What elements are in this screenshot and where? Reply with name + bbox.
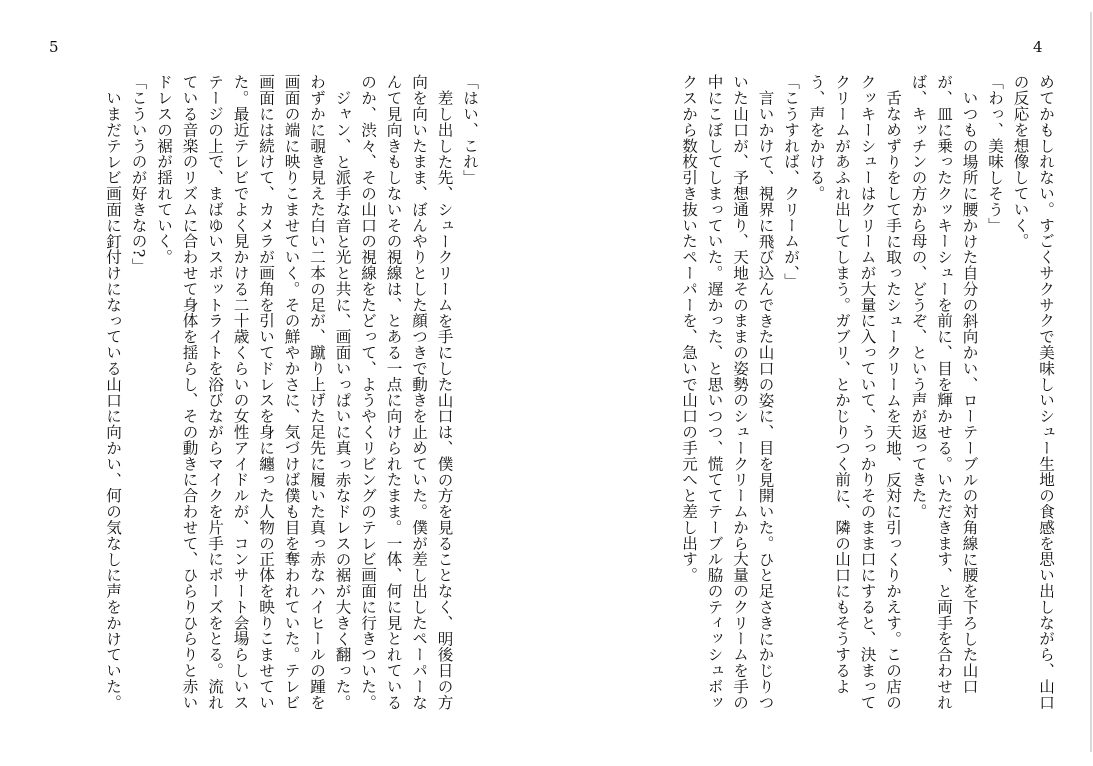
dialogue-paragraph: 「わっ、美味しそう」 (986, 74, 1004, 233)
dialogue-paragraph: 「こうすれば、クリームが、」 (782, 74, 800, 289)
page-number: 4 (1033, 38, 1043, 56)
text-paragraph: 舌なめずりをして手に取ったシュークリームを天地、反対に引っくりかえす。この店のクッキーシューはクリームが大量に入っていて、うっかりそのまま口にすると、決まってクリームがあふれ出してしまう。ガブリ、とかじりつく前に、隣の山口にもそうするよう、声をかける。 (807, 74, 902, 710)
page-number: 5 (49, 38, 59, 56)
page-body-text (64, 74, 482, 714)
page-body-text (628, 74, 1058, 714)
text-paragraph-continued: めてかもしれない。すごくサクサクで美味しいシュー生地の食感を思い出しながら、山口の反応を想像していく。 (1011, 74, 1055, 710)
right-page (546, 0, 1093, 766)
text-paragraph: いつもの場所に腰かけた自分の斜向かい、ローテーブルの対角線に腰を下ろした山口が、皿に乗ったクッキーシューを前に、目を輝かせる。いただきます、と両手を合わせれば、キッチンの方から母の、どうぞ、という声が返ってきた。 (909, 74, 979, 710)
dialogue-paragraph: 「こういうのが好きなの?」 (129, 74, 148, 274)
text-paragraph: いまだテレビ画面に釘付けになっている山口に向かい、何の気なしに声をかけていた。 (104, 89, 122, 710)
dialogue-paragraph: 「はい、これ」 (461, 74, 479, 186)
text-paragraph: ジャン、と派手な音と光と共に、画面いっぱいに真っ赤なドレスの裾が大きく翻った。わずかに覗き見えた白い二本の足が、蹴り上げた足先に履いた真っ赤なハイヒールの踵を画面の端に映りこませていく。その鮮やかさに、気づけば僕も目を奪われていた。テレビ画面には続けて、カメラが画角を引いてドレスを身に纏った人物の正体を映りこませていた。最近テレビでよく見かける二十歳くらいの女性アイドルが、コンサート会場らしいステージの上で、まばゆいスポットライトを浴びながらマイクを片手にポーズをとる。流れている音楽のリズムに合わせて身体を揺らし、その動きに合わせて、ひらりひらりと赤いドレスの裾が揺れていく。 (155, 74, 352, 710)
text-paragraph: 言いかけて、視界に飛び込んできた山口の姿に、目を見開いた。ひと足さきにかじりついた山口が、予想通り、天地そのままの姿勢のシュークリームから大量のクリームを手の中にこぼしてしまっていた。遅かった、と思いつつ、慌ててテーブル脇のティッシュボックスから数枚引き抜いたペーパーを、急いで山口の手元へと差し出す。 (680, 74, 775, 710)
page-edge-rule (1090, 12, 1092, 752)
text-paragraph: 差し出した先、シュークリームを手にした山口は、僕の方を見ることなく、明後日の方向を向いたまま、ぼんやりとした顔つきで動きを止めていた。僕が差し出したペーパーなんて見向きもしないその視線は、とある一点に向けられたまま。一体、何に見とれているのか、渋々、その山口の視線をたどって、ようやくリビングのテレビ画面に行きついた。 (359, 74, 454, 710)
left-page (0, 0, 546, 766)
